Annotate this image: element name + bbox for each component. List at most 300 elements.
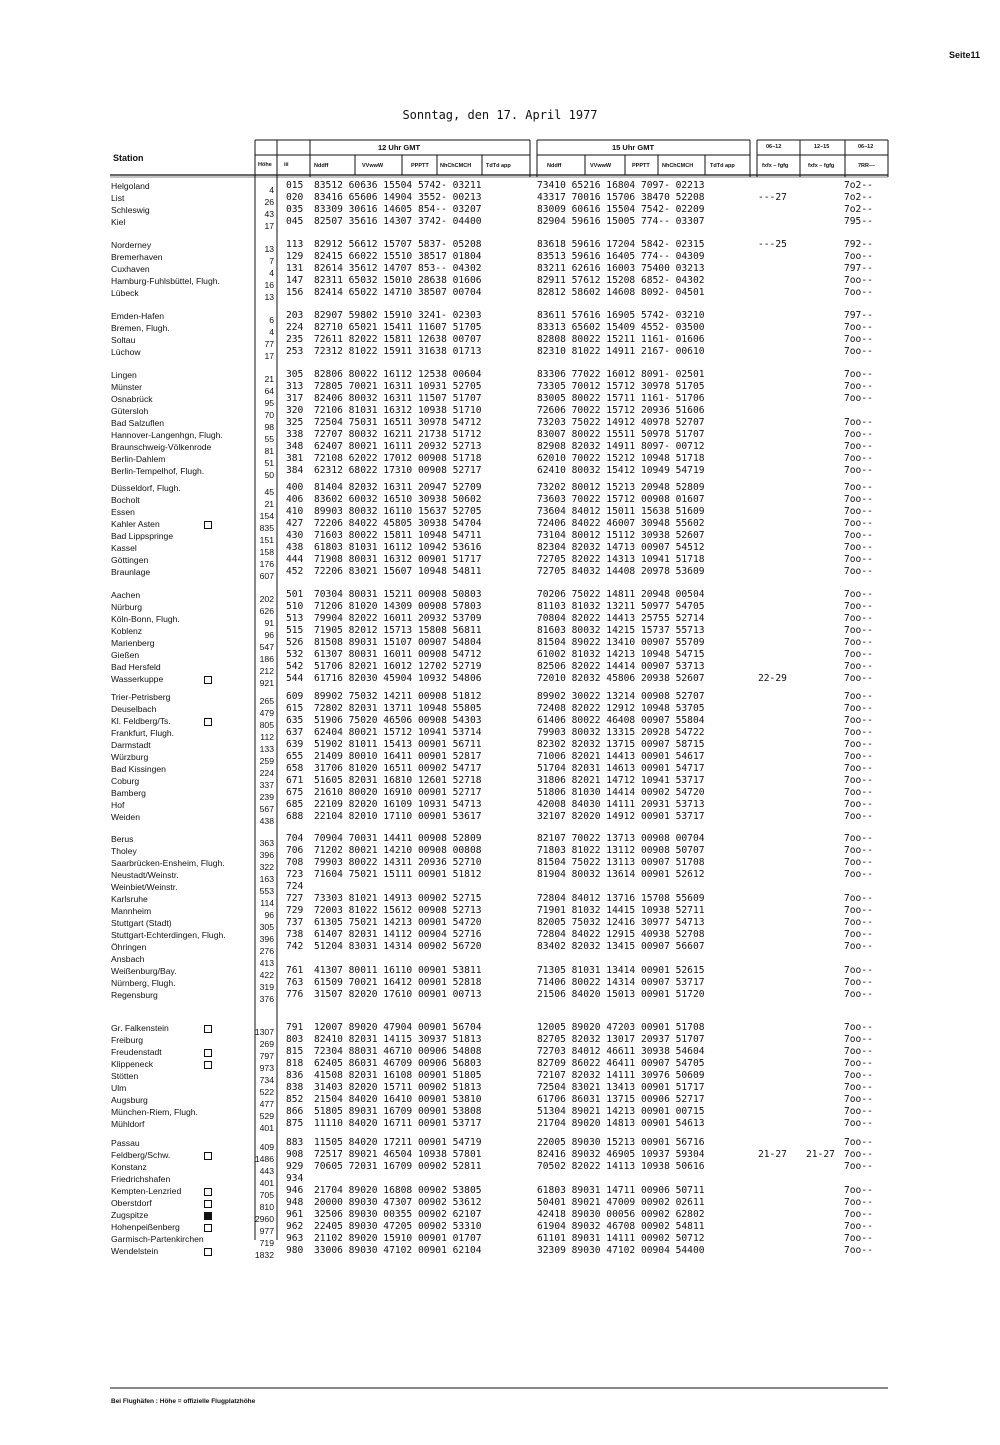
precip-code: 7oo--: [844, 941, 873, 952]
obs-12-utc: 83602 60032 16510 30938 50602: [314, 494, 482, 505]
station-id: 875: [286, 1118, 304, 1129]
station-name: Emden-Hafen: [111, 311, 165, 321]
obs-12-utc: 72206 84022 45805 30938 54704: [314, 518, 482, 529]
obs-15-utc: 82304 82032 14713 00907 54512: [537, 542, 705, 553]
station-name: Feldberg/Schw.: [111, 1150, 251, 1161]
precip-code: 7oo--: [844, 637, 873, 648]
header-15-tdtd: TdTd app: [710, 163, 735, 169]
precip-code: 7oo--: [844, 482, 873, 493]
station-height: 2960: [254, 1214, 274, 1224]
station-height: 98: [264, 422, 274, 432]
obs-15-utc: 61406 80022 46408 00907 55804: [537, 715, 705, 726]
obs-15-utc: 42008 84030 14111 20931 53713: [537, 799, 705, 810]
station-name: Nürburg: [111, 602, 143, 612]
obs-15-utc: 32107 82020 14912 00901 53717: [537, 811, 705, 822]
obs-12-utc: 61305 75021 14213 00901 54720: [314, 917, 482, 928]
precip-code: 7oo--: [844, 929, 873, 940]
obs-15-utc: 83618 59616 17204 5842- 02315: [537, 239, 705, 250]
station-height: 151: [259, 535, 274, 545]
obs-12-utc: 62312 68022 17310 00908 52717: [314, 465, 482, 476]
station-name: Mannheim: [111, 906, 152, 916]
obs-15-utc: 83005 80022 15711 1161- 51706: [537, 393, 705, 404]
precip-code: 7oo--: [844, 1245, 873, 1256]
obs-15-utc: 83611 57616 16905 5742- 03210: [537, 310, 705, 321]
obs-12-utc: 82410 82031 14115 30937 51813: [314, 1034, 482, 1045]
station-id: 639: [286, 739, 304, 750]
obs-12-utc: 83309 30616 14605 854-- 03207: [314, 204, 482, 215]
station-height: 401: [259, 1123, 274, 1133]
obs-15-utc: 82506 82022 14414 00907 53713: [537, 661, 705, 672]
station-name: Kahler Asten: [111, 519, 251, 530]
obs-12-utc: 72108 62022 17012 00908 51718: [314, 453, 482, 464]
station-id: 338: [286, 429, 304, 440]
obs-12-utc: 72611 82022 15811 12638 00707: [314, 334, 482, 345]
station-id: 815: [286, 1046, 304, 1057]
obs-12-utc: 81404 82032 16311 20947 52709: [314, 482, 482, 493]
station-height: 477: [259, 1099, 274, 1109]
station-height: 51: [264, 458, 274, 468]
obs-15-utc: 71803 81022 13112 00908 50707: [537, 845, 705, 856]
precip-code: 7oo--: [844, 369, 873, 380]
obs-15-utc: 83007 80022 15511 50978 51707: [537, 429, 705, 440]
obs-15-utc: 72406 84022 46007 30948 55602: [537, 518, 705, 529]
obs-15-utc: 62410 80032 15412 10949 54719: [537, 465, 705, 476]
obs-12-utc: 89903 80032 16110 15637 52705: [314, 506, 482, 517]
gust-06-12: ---27: [758, 192, 787, 203]
station-id: 045: [286, 216, 304, 227]
precip-code: 7oo--: [844, 661, 873, 672]
station-name: Saarbrücken-Ensheim, Flugh.: [111, 858, 225, 868]
mountain-station-square-icon: [204, 521, 212, 529]
precip-code: 7oo--: [844, 703, 873, 714]
station-name: Mühldorf: [111, 1119, 145, 1129]
station-height: 1486: [254, 1154, 274, 1164]
station-height: 797: [259, 1051, 274, 1061]
mountain-station-square-icon: [204, 676, 212, 684]
obs-12-utc: 82415 66022 15510 38517 01804: [314, 251, 482, 262]
station-id: 235: [286, 334, 304, 345]
header-gust-2: fxfx – fgfg: [808, 163, 835, 169]
precip-code: 795--: [844, 216, 873, 227]
precip-code: 7oo--: [844, 739, 873, 750]
station-height: 719: [259, 1238, 274, 1248]
station-id: 381: [286, 453, 304, 464]
precip-code: 797--: [844, 263, 873, 274]
obs-12-utc: 22109 82020 16109 10931 54713: [314, 799, 482, 810]
obs-12-utc: 31403 82020 15711 00902 51813: [314, 1082, 482, 1093]
station-id: 438: [286, 542, 304, 553]
station-name: Wasserkuppe: [111, 674, 251, 685]
precip-code: 7oo--: [844, 1221, 873, 1232]
obs-12-utc: 82710 65021 15411 11607 51705: [314, 322, 482, 333]
station-name: Hohenpeißenberg: [111, 1222, 251, 1233]
station-name: Schleswig: [111, 205, 150, 215]
station-height: 705: [259, 1190, 274, 1200]
obs-15-utc: 82908 82032 14911 8097- 00712: [537, 441, 705, 452]
station-name: Stuttgart-Echterdingen, Flugh.: [111, 930, 226, 940]
header-range-12-15: 12–15: [814, 144, 830, 150]
station-name: Kempten-Lenzried: [111, 1186, 251, 1197]
station-height: 64: [264, 386, 274, 396]
header-15-nhch: NhChCMCH: [662, 163, 694, 169]
precip-code: 7oo--: [844, 346, 873, 357]
precip-code: 7oo--: [844, 441, 873, 452]
station-height: 163: [259, 874, 274, 884]
obs-15-utc: 71406 80022 14314 00907 53717: [537, 977, 705, 988]
station-height: 265: [259, 696, 274, 706]
station-id: 325: [286, 417, 304, 428]
station-name: Frankfurt, Flugh.: [111, 728, 175, 738]
station-name: Würzburg: [111, 752, 149, 762]
precip-code: 7oo--: [844, 787, 873, 798]
obs-12-utc: 11110 84020 16711 00901 53717: [314, 1118, 482, 1129]
station-id: 544: [286, 673, 304, 684]
obs-15-utc: 73104 80012 15112 30938 52607: [537, 530, 705, 541]
station-id: 384: [286, 465, 304, 476]
station-height: 4: [269, 268, 274, 278]
obs-15-utc: 72010 82032 45806 20938 52607: [537, 673, 705, 684]
station-id: 675: [286, 787, 304, 798]
station-name: Essen: [111, 507, 135, 517]
station-height: 553: [259, 886, 274, 896]
station-height: 443: [259, 1166, 274, 1176]
precip-code: 7oo--: [844, 799, 873, 810]
precip-code: 7oo--: [844, 763, 873, 774]
station-id: 427: [286, 518, 304, 529]
station-name: Coburg: [111, 776, 140, 786]
station-id: 723: [286, 869, 304, 880]
precip-code: 797--: [844, 310, 873, 321]
obs-15-utc: 32309 89030 47102 00904 54400: [537, 1245, 705, 1256]
station-id: 400: [286, 482, 304, 493]
station-height: 43: [264, 209, 274, 219]
precip-code: 7oo--: [844, 811, 873, 822]
station-id: 883: [286, 1137, 304, 1148]
station-id: 313: [286, 381, 304, 392]
station-name: Berlin-Dahlem: [111, 454, 166, 464]
obs-15-utc: 51304 89021 14213 00901 00715: [537, 1106, 705, 1117]
obs-15-utc: 50401 89021 47009 00902 02611: [537, 1197, 705, 1208]
obs-12-utc: 32506 89030 00355 00902 62107: [314, 1209, 482, 1220]
precip-code: 7oo--: [844, 417, 873, 428]
station-height: 259: [259, 756, 274, 766]
precip-code: 7oo--: [844, 1106, 873, 1117]
station-name: List: [111, 193, 125, 203]
station-height: 529: [259, 1111, 274, 1121]
station-name: Stuttgart (Stadt): [111, 918, 172, 928]
obs-12-utc: 72003 81022 15612 00908 52713: [314, 905, 482, 916]
station-name: Garmisch-Partenkirchen: [111, 1234, 204, 1244]
station-name: Kiel: [111, 217, 126, 227]
obs-15-utc: 61904 89032 46708 00902 54811: [537, 1221, 705, 1232]
obs-12-utc: 82507 35616 14307 3742- 04400: [314, 216, 482, 227]
obs-12-utc: 82614 35612 14707 853-- 04302: [314, 263, 482, 274]
obs-12-utc: 21102 89020 15910 00901 01707: [314, 1233, 482, 1244]
station-height: 17: [264, 221, 274, 231]
station-id: 803: [286, 1034, 304, 1045]
obs-12-utc: 61307 80031 16011 00908 54712: [314, 649, 482, 660]
obs-12-utc: 82414 65022 14710 38507 00704: [314, 287, 482, 298]
obs-15-utc: 83211 62616 16003 75400 03213: [537, 263, 705, 274]
header-precip: 7RR––: [858, 163, 876, 169]
obs-12-utc: 72517 89021 46504 10938 57801: [314, 1149, 482, 1160]
mountain-station-square-icon: [204, 1152, 212, 1160]
station-name: Wendelstein: [111, 1246, 251, 1257]
precip-code: 7oo--: [844, 1137, 873, 1148]
obs-12-utc: 31507 82020 17610 00901 00713: [314, 989, 482, 1000]
precip-code: 7oo--: [844, 1161, 873, 1172]
station-id: 737: [286, 917, 304, 928]
obs-15-utc: 21506 84020 15013 00901 51720: [537, 989, 705, 1000]
precip-code: 7oo--: [844, 1118, 873, 1129]
station-name: Braunschweig-Völkenrode: [111, 442, 212, 452]
header-12-nhch: NhChCMCH: [440, 163, 472, 169]
precip-code: 7oo--: [844, 1233, 873, 1244]
obs-12-utc: 61716 82030 45904 10932 54806: [314, 673, 482, 684]
station-height: 322: [259, 862, 274, 872]
station-height: 133: [259, 744, 274, 754]
precip-code: 7oo--: [844, 506, 873, 517]
station-name: Nürnberg, Flugh.: [111, 978, 176, 988]
station-id: 708: [286, 857, 304, 868]
obs-12-utc: 71905 82012 15713 15808 56811: [314, 625, 482, 636]
station-name: Regensburg: [111, 990, 158, 1000]
mountain-station-square-icon: [204, 1049, 212, 1057]
precip-code: 7oo--: [844, 1070, 873, 1081]
station-id: 685: [286, 799, 304, 810]
station-height: 17: [264, 351, 274, 361]
station-id: 637: [286, 727, 304, 738]
header-gust-1: fxfx – fgfg: [762, 163, 789, 169]
obs-15-utc: 62010 70022 15212 10948 51718: [537, 453, 705, 464]
precip-code: 7oo--: [844, 727, 873, 738]
obs-15-utc: 72107 82032 14111 30976 50609: [537, 1070, 705, 1081]
station-id: 838: [286, 1082, 304, 1093]
obs-15-utc: 73603 70022 15712 00908 01607: [537, 494, 705, 505]
obs-15-utc: 81504 89022 13410 00907 55709: [537, 637, 705, 648]
obs-12-utc: 21504 84020 16410 00901 53810: [314, 1094, 482, 1105]
station-height: 96: [264, 630, 274, 640]
obs-12-utc: 83416 65606 14904 3552- 00213: [314, 192, 482, 203]
obs-12-utc: 71603 80022 15811 10948 54711: [314, 530, 482, 541]
obs-12-utc: 61407 82031 14112 00904 52716: [314, 929, 482, 940]
precip-code: 7oo--: [844, 494, 873, 505]
station-name: Köln-Bonn, Flugh.: [111, 614, 180, 624]
station-name: Berus: [111, 834, 134, 844]
obs-12-utc: 41508 82031 16108 00901 51805: [314, 1070, 482, 1081]
filled-square-icon: [204, 1212, 212, 1220]
obs-15-utc: 83306 77022 16012 8091- 02501: [537, 369, 705, 380]
header-iii: iii: [284, 162, 289, 168]
station-id: 015: [286, 180, 304, 191]
precip-code: 7o2--: [844, 192, 873, 203]
obs-12-utc: 72304 88031 46710 00906 54808: [314, 1046, 482, 1057]
obs-15-utc: 21704 89020 14813 00901 54613: [537, 1118, 705, 1129]
station-name: Trier-Petrisberg: [111, 692, 171, 702]
station-name: Helgoland: [111, 181, 150, 191]
station-height: 607: [259, 571, 274, 581]
station-id: 962: [286, 1221, 304, 1232]
station-name: Bremen, Flugh.: [111, 323, 170, 333]
header-15-vvwww: VVwwW: [590, 163, 612, 169]
precip-code: 7oo--: [844, 566, 873, 577]
precip-code: 7oo--: [844, 542, 873, 553]
station-height: 45: [264, 487, 274, 497]
station-height: 77: [264, 339, 274, 349]
obs-12-utc: 79904 82022 16011 20932 53709: [314, 613, 482, 624]
station-name: Koblenz: [111, 626, 143, 636]
obs-15-utc: 72705 84032 14408 20978 53609: [537, 566, 705, 577]
obs-12-utc: 51605 82031 16810 12601 52718: [314, 775, 482, 786]
station-id: 224: [286, 322, 304, 333]
obs-15-utc: 72504 83021 13413 00901 51717: [537, 1082, 705, 1093]
station-id: 410: [286, 506, 304, 517]
precip-code: 7oo--: [844, 530, 873, 541]
station-height: 1307: [254, 1027, 274, 1037]
obs-15-utc: 73410 65216 16804 7097- 02213: [537, 180, 705, 191]
station-name: Lingen: [111, 370, 137, 380]
precip-code: 7oo--: [844, 673, 873, 684]
station-height: 4: [269, 327, 274, 337]
precip-code: 7oo--: [844, 322, 873, 333]
station-name: Öhringen: [111, 942, 147, 952]
station-height: 626: [259, 606, 274, 616]
obs-15-utc: 73604 84012 15011 15638 51609: [537, 506, 705, 517]
station-id: 688: [286, 811, 304, 822]
obs-12-utc: 81508 89031 15107 00907 54804: [314, 637, 482, 648]
station-height: 96: [264, 910, 274, 920]
header-15-uhr: 15 Uhr GMT: [612, 143, 655, 152]
gust-12-15: 21-27: [806, 1149, 835, 1160]
station-height: 810: [259, 1202, 274, 1212]
station-id: 156: [286, 287, 304, 298]
obs-12-utc: 51906 75020 46506 00908 54303: [314, 715, 482, 726]
obs-12-utc: 79903 80022 14311 20936 52710: [314, 857, 482, 868]
station-id: 510: [286, 601, 304, 612]
obs-12-utc: 82907 59802 15910 3241- 02303: [314, 310, 482, 321]
station-id: 513: [286, 613, 304, 624]
precip-code: 7oo--: [844, 1149, 873, 1160]
station-name: Norderney: [111, 240, 152, 250]
obs-15-utc: 72606 70022 15712 20936 51606: [537, 405, 705, 416]
obs-12-utc: 82912 56612 15707 5837- 05208: [314, 239, 482, 250]
obs-12-utc: 83512 60636 15504 5742- 03211: [314, 180, 482, 191]
obs-15-utc: 72705 82022 14313 10941 51718: [537, 554, 705, 565]
station-name: Göttingen: [111, 555, 149, 565]
obs-15-utc: 83009 60616 15504 7542- 02209: [537, 204, 705, 215]
obs-15-utc: 72804 84012 13716 15708 55609: [537, 893, 705, 904]
precip-code: 7oo--: [844, 613, 873, 624]
obs-12-utc: 62404 80021 15712 10941 53714: [314, 727, 482, 738]
precip-code: 7oo--: [844, 715, 873, 726]
obs-15-utc: 22005 89030 15213 00901 56716: [537, 1137, 705, 1148]
station-id: 129: [286, 251, 304, 262]
station-height: 70: [264, 410, 274, 420]
precip-code: 7oo--: [844, 965, 873, 976]
station-id: 147: [286, 275, 304, 286]
station-height: 158: [259, 547, 274, 557]
station-id: 946: [286, 1185, 304, 1196]
obs-12-utc: 70304 80031 15211 00908 50803: [314, 589, 482, 600]
precip-code: 7oo--: [844, 554, 873, 565]
obs-15-utc: 82107 70022 13713 00908 00704: [537, 833, 705, 844]
precip-code: 7oo--: [844, 1046, 873, 1057]
obs-15-utc: 73305 70012 15712 30978 51705: [537, 381, 705, 392]
obs-12-utc: 71908 80031 16312 00901 51717: [314, 554, 482, 565]
obs-15-utc: 82911 57612 15208 6852- 04302: [537, 275, 705, 286]
footnote: Bei Flughäfen : Höhe = offizielle Flugplatzhöhe: [111, 1398, 256, 1405]
obs-15-utc: 82709 86022 46411 00907 54705: [537, 1058, 705, 1069]
station-id: 635: [286, 715, 304, 726]
obs-15-utc: 70804 82022 14413 25755 52714: [537, 613, 705, 624]
station-id: 727: [286, 893, 304, 904]
station-height: 547: [259, 642, 274, 652]
station-height: 319: [259, 982, 274, 992]
precip-code: 7oo--: [844, 453, 873, 464]
station-name: Kl. Feldberg/Ts.: [111, 716, 251, 727]
station-id: 671: [286, 775, 304, 786]
station-id: 729: [286, 905, 304, 916]
obs-12-utc: 51805 89031 16709 00901 53808: [314, 1106, 482, 1117]
station-id: 706: [286, 845, 304, 856]
station-id: 526: [286, 637, 304, 648]
obs-12-utc: 70605 72031 16709 00902 52811: [314, 1161, 482, 1172]
obs-15-utc: 42418 89030 00056 00902 62802: [537, 1209, 705, 1220]
precip-code: 7oo--: [844, 989, 873, 1000]
station-name: Freudenstadt: [111, 1047, 251, 1058]
station-height: 413: [259, 958, 274, 968]
station-height: 269: [259, 1039, 274, 1049]
obs-15-utc: 12005 89020 47203 00901 51708: [537, 1022, 705, 1033]
station-height: 363: [259, 838, 274, 848]
obs-15-utc: 73202 80012 15213 20948 52809: [537, 482, 705, 493]
obs-12-utc: 72802 82031 13711 10948 55805: [314, 703, 482, 714]
precip-code: 7oo--: [844, 1082, 873, 1093]
station-id: 444: [286, 554, 304, 565]
header-range-06-12b: 06–12: [858, 144, 874, 150]
station-height: 4: [269, 185, 274, 195]
precip-code: 7oo--: [844, 893, 873, 904]
station-id: 203: [286, 310, 304, 321]
precip-code: 7oo--: [844, 751, 873, 762]
obs-15-utc: 82705 82032 13017 20937 51707: [537, 1034, 705, 1045]
obs-12-utc: 82406 80032 16311 11507 51707: [314, 393, 482, 404]
precip-code: 7oo--: [844, 589, 873, 600]
station-id: 131: [286, 263, 304, 274]
precip-code: 7oo--: [844, 251, 873, 262]
precip-code: 7oo--: [844, 381, 873, 392]
obs-15-utc: 72408 82022 12912 10948 53705: [537, 703, 705, 714]
station-height: 522: [259, 1087, 274, 1097]
station-height: 977: [259, 1226, 274, 1236]
station-name: Bremerhaven: [111, 252, 163, 262]
obs-12-utc: 72106 81031 16312 10938 51710: [314, 405, 482, 416]
station-id: 866: [286, 1106, 304, 1117]
header-15-ppptt: PPPTT: [632, 163, 650, 169]
obs-15-utc: 70206 75022 14811 20948 00504: [537, 589, 705, 600]
header-station: Station: [113, 153, 144, 163]
station-id: 961: [286, 1209, 304, 1220]
station-id: 929: [286, 1161, 304, 1172]
station-name: Zugspitze: [111, 1210, 251, 1221]
obs-15-utc: 61706 86031 13715 00906 52717: [537, 1094, 705, 1105]
station-name: Lüchow: [111, 347, 141, 357]
precip-code: 7oo--: [844, 601, 873, 612]
obs-15-utc: 61101 89031 14111 00902 50712: [537, 1233, 705, 1244]
station-height: 479: [259, 708, 274, 718]
station-name: Neustadt/Weinstr.: [111, 870, 179, 880]
obs-12-utc: 51204 83031 14314 00902 56720: [314, 941, 482, 952]
